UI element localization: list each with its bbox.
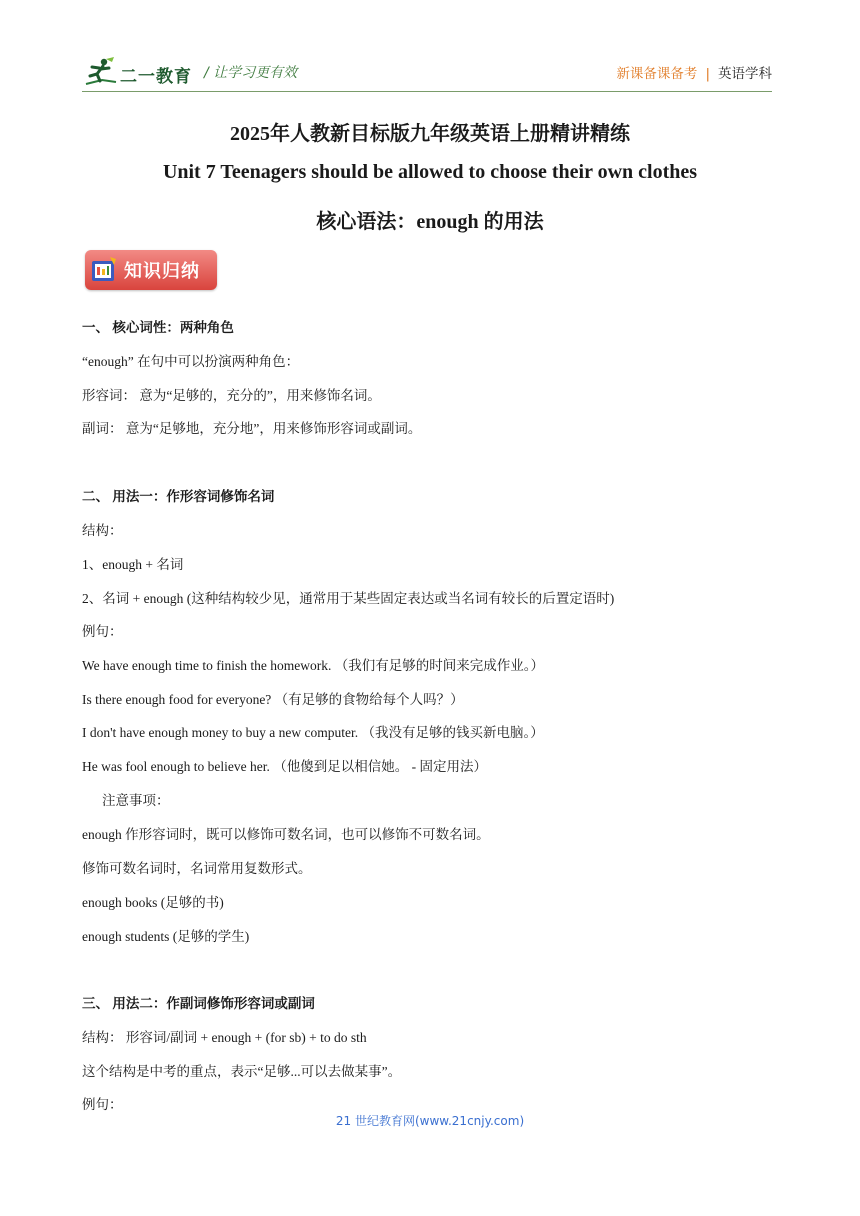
structure-item: 1、enough + 名词: [82, 557, 184, 572]
header-tag-course: 新课备课备考: [616, 66, 698, 82]
structure-label: 结构：: [82, 523, 123, 538]
section1-heading: 一、 核心词性：两种角色: [82, 320, 234, 335]
header-separator: |: [705, 66, 710, 82]
section2-heading: 二、 用法一：作形容词修饰名词: [82, 489, 275, 504]
example-sentence: We have enough time to finish the homework. （我们有足够的时间来完成作业。）: [82, 658, 544, 673]
page-title: 2025年人教新目标版九年级英语上册精讲精练: [230, 123, 630, 145]
section1-line: “enough” 在句中可以扮演两种角色：: [82, 354, 300, 369]
unit-title: Unit 7 Teenagers should be allowed to choose their own clothes: [162, 161, 698, 183]
section3-heading: 三、 用法二：作副词修饰形容词或副词: [82, 996, 315, 1011]
badge-label: 知识归纳: [124, 261, 200, 282]
section1-line: 副词： 意为“足够地，充分地”，用来修饰形容词或副词。: [82, 421, 422, 436]
grammar-title: 核心语法：enough 的用法: [316, 211, 544, 233]
note-line: 修饰可数名词时，名词常用复数形式。: [82, 861, 312, 876]
note-line: enough 作形容词时，既可以修饰可数名词，也可以修饰不可数名词。: [82, 827, 490, 842]
running-figure-icon: [82, 56, 118, 88]
header-divider: [82, 91, 772, 92]
page-header: [82, 56, 772, 92]
example-sentence: Is there enough food for everyone? （有足够的食物给每个人吗？）: [82, 692, 464, 707]
example-label: 例句：: [82, 624, 123, 639]
knowledge-summary-badge: [85, 250, 217, 290]
example-sentence: He was fool enough to believe her. （他傻到足以相信她。 - 固定用法）: [82, 759, 487, 774]
note-label: 注意事项：: [102, 793, 170, 808]
section3-example-label: 例句：: [82, 1097, 123, 1112]
slogan: / 让学习更有效: [204, 65, 298, 81]
logo-text: 二一教育: [120, 66, 192, 87]
section1-line: 形容词： 意为“足够的，充分的”，用来修饰名词。: [82, 388, 381, 403]
book-icon: [90, 255, 118, 285]
note-line: enough students (足够的学生): [82, 929, 250, 944]
header-tags: [616, 62, 772, 82]
structure-item: 2、名词 + enough (这种结构较少见，通常用于某些固定表达或当名词有较长的后置定语时): [82, 591, 615, 606]
section3-explain: 这个结构是中考的重点，表示“足够...可以去做某事”。: [82, 1064, 402, 1079]
note-line: enough books (足够的书): [82, 895, 224, 910]
footer-link[interactable]: 21 世纪教育网(www.21cnjy.com): [335, 1114, 525, 1128]
logo: [82, 56, 192, 88]
example-sentence: I don't have enough money to buy a new computer. （我没有足够的钱买新电脑。）: [82, 725, 544, 740]
section3-structure: 结构： 形容词/副词 + enough + (for sb) + to do sth: [82, 1030, 367, 1045]
header-tag-subject: 英语学科: [718, 66, 772, 82]
